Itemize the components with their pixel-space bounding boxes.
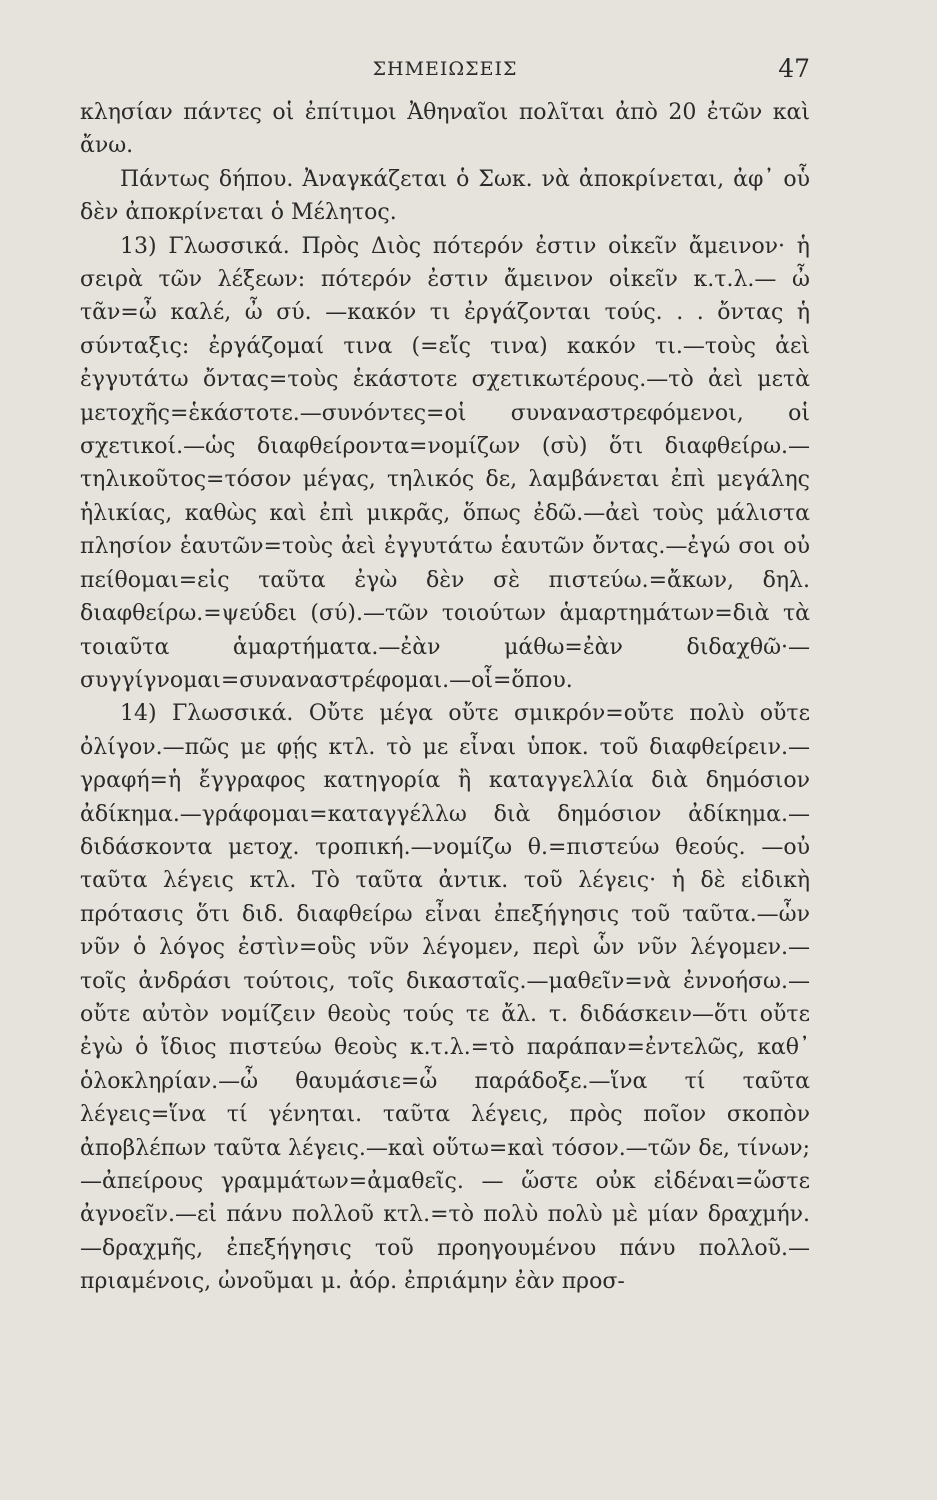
paragraph: Πάντως δήπου. Ἀναγκάζεται ὁ Σωκ. νὰ ἀποκρίνεται, ἀφ᾽ οὗ δὲν ἀποκρίνεται ὁ Μέλητος. — [80, 166, 810, 226]
page-number: 47 — [778, 54, 810, 83]
running-head: ΣΗΜΕΙΩΣΕΙΣ — [372, 58, 518, 80]
paragraph: 14) Γλωσσικά. Οὔτε μέγα οὔτε σμικρόν=οὔτε πολὺ οὔτε ὀλίγον.—πῶς με φῄς κτλ. τὸ με εἶναι ὑποκ. τοῦ διαφθείρειν.—γραφή=ἡ ἔγγραφος κατηγορία ἢ καταγγελλία διὰ δημόσιον ἀδίκημα.—γράφομαι=καταγγέλλω διὰ δημόσιον ἀδίκημα.—διδάσκοντα μετοχ. τροπική.—νομίζω θ.=πιστεύω θεούς. —οὐ ταῦτα λέγεις κτλ. Τὸ ταῦτα ἀντικ. τοῦ λέγεις· ἡ δὲ εἰδικὴ πρότασις ὅτι διδ. διαφθείρω εἶναι ἐπεξήγησις τοῦ ταῦτα.—ὧν νῦν ὁ λόγος ἐστὶν=οὓς νῦν λέγομεν, περὶ ὧν νῦν λέγομεν.— τοῖς ἀνδράσι τούτοις, τοῖς δικασταῖς.—μαθεῖν=νὰ ἐννοήσω.— οὔτε αὐτὸν νομίζειν θεοὺς τούς τε ἄλ. τ. διδάσκειν—ὅτι οὔτε ἐγὼ ὁ ἴδιος πιστεύω θεοὺς κ.τ.λ.=τὸ παράπαν=ἐντελῶς, καθ᾽ ὁλοκληρίαν.—ὦ θαυμάσιε=ὦ παράδοξε.—ἵνα τί ταῦτα λέγεις=ἵνα τί γένηται. ταῦτα λέγεις, πρὸς ποῖον σκοπὸν ἀποβλέπων ταῦτα λέγεις.—καὶ οὕτω=καὶ τόσον.—τῶν δε, τίνων;—ἀπείρους γραμμάτων=ἀμαθεῖς. — ὥστε οὐκ εἰδέναι=ὥστε ἀγνοεῖν.—εἰ πάνυ πολλοῦ κτλ.=τὸ πολὺ πολὺ μὲ μίαν δραχμήν.—δραχμῆς, ἐπεξήγησις τοῦ προηγουμένου πάνυ πολλοῦ.—πριαμένοις, ὠνοῦμαι μ. ἀόρ. ἐπριάμην ἐὰν προσ- — [80, 701, 810, 1295]
body-text — [80, 96, 810, 1299]
paragraph: κλησίαν πάντες οἱ ἐπίτιμοι Ἀθηναῖοι πολῖται ἀπὸ 20 ἐτῶν καὶ ἄνω. — [80, 100, 810, 159]
page-header — [80, 54, 810, 92]
paragraph: 13) Γλωσσικά. Πρὸς Διὸς πότερόν ἐστιν οἰκεῖν ἄμεινον· ἡ σειρὰ τῶν λέξεων: πότερόν ἐστιν ἄμεινον οἰκεῖν κ.τ.λ.— ὦ τᾶν=ὦ καλέ, ὦ σύ. —κακόν τι ἐργάζονται τούς. . . ὄντας ἡ σύνταξις: ἐργάζομαί τινα (=εἴς τινα) κακόν τι.—τοὺς ἀεὶ ἐγγυτάτω ὄντας=τοὺς ἑκάστοτε σχετικωτέρους.—τὸ ἀεὶ μετὰ μετοχῆς=ἑκάστοτε.—συνόντες=οἱ συναναστρεφόμενοι, οἱ σχετικοί.—ὡς διαφθείροντα=νομίζων (σὺ) ὅτι διαφθείρω.—τηλικοῦτος=τόσον μέγας, τηλικός δε, λαμβάνεται ἐπὶ μεγάλης ἡλικίας, καθὼς καὶ ἐπὶ μικρᾶς, ὅπως ἐδῶ.—ἀεὶ τοὺς μάλιστα πλησίον ἑαυτῶν=τοὺς ἀεὶ ἐγγυτάτω ἑαυτῶν ὄντας.—ἐγώ σοι οὐ πείθομαι=εἰς ταῦτα ἐγὼ δὲν σὲ πιστεύω.=ἄκων, δηλ. διαφθείρω.=ψεύδει (σύ).—τῶν τοιούτων ἁμαρτημάτων=διὰ τὰ τοιαῦτα ἁμαρτήματα.—ἐὰν μάθω=ἐὰν διδαχθῶ·—συγγίγνομαι=συναναστρέφομαι.—οἷ=ὅπου. — [80, 233, 810, 693]
